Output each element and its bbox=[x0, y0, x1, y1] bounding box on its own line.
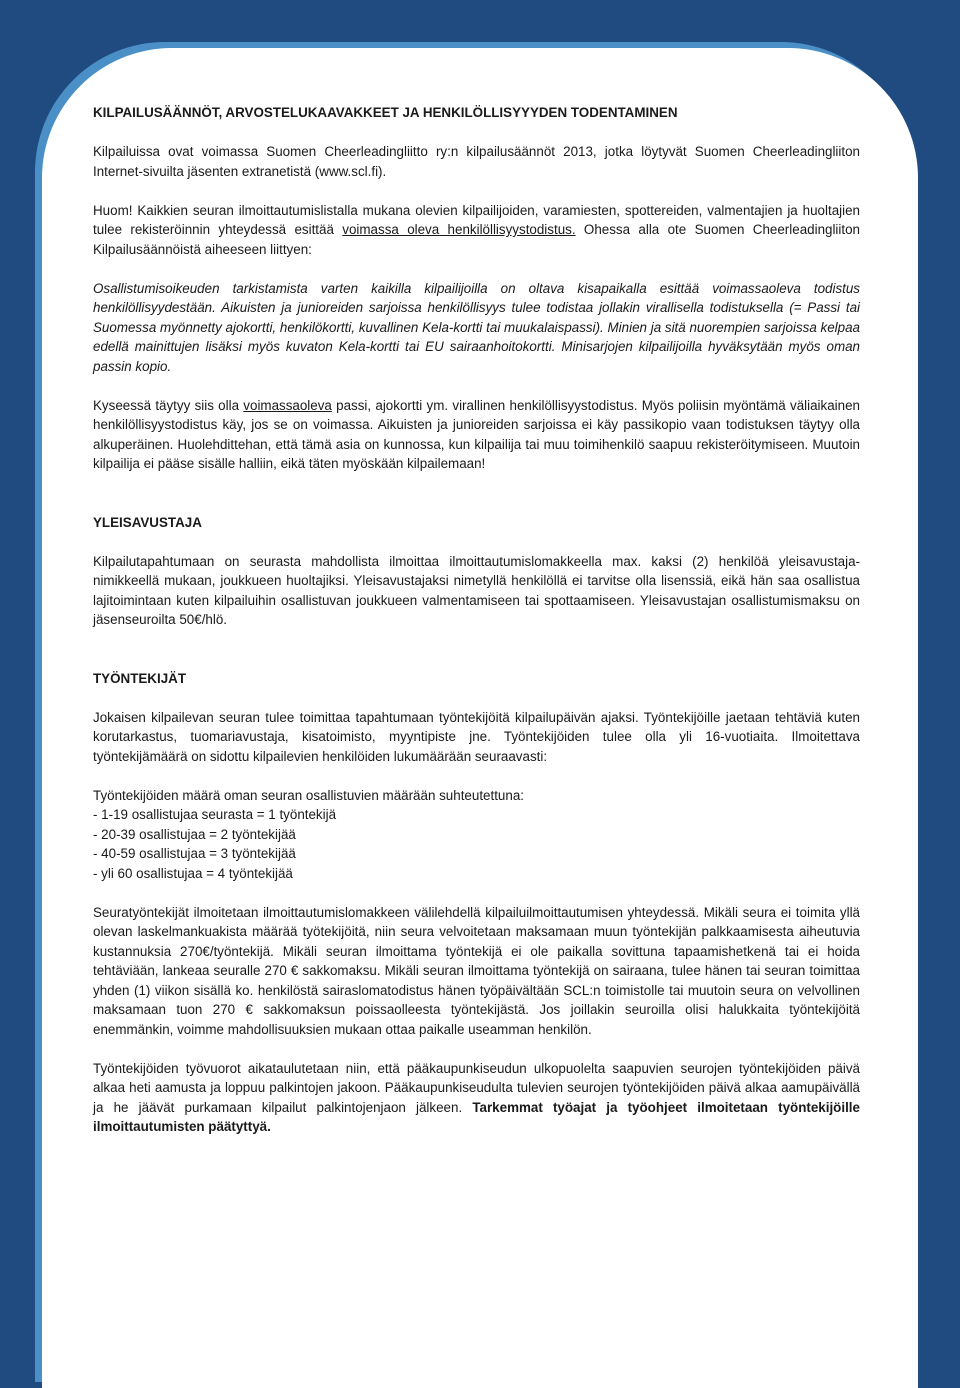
list-item: - 40-59 osallistujaa = 3 työntekijää bbox=[93, 846, 296, 861]
valid-id-text-a: Kyseessä täytyy siis olla bbox=[93, 397, 244, 413]
workers-list bbox=[93, 805, 860, 883]
section-heading-workers: TYÖNTEKIJÄT bbox=[93, 670, 186, 686]
shifts-bold-text: Tarkemmat työajat ja työohjeet ilmoitetaan työntekijöille ilmoittautumisten päätyttyä. bbox=[93, 1099, 860, 1134]
paragraph-workers-registration: Seuratyöntekijät ilmoitetaan ilmoittautumislomakkeen välilehdellä kilpailuilmoittautumisen yhteydessä. Mikäli seura ei toimita yllä olevan laskelmankuakista määrää työtekijöitä, niin seura velvoitetaan maksamaan muun työntekijän palkkaamisesta aiheutuvia kustannuksia 270€/työntekijä. Mikäli seuran ilmoittama työntekijä ei ole paikalla sovittuna tapaamishetkenä tai ei hoida tehtäviään, lankeaa seuralle 270 € sakkomaksu. Mikäli seuran ilmoittama työntekijä on sairaana, tulee hänen tai seuran toimittaa yhden (1) viikon sisällä ko. henkilöstä sairaslomatodistus hänen työpäivältään SCL:n toimistolle tai muutoin seura on velvollinen maksamaan tuon 270 € sakkomaksun poissaolleesta työntekijästä. Jos joillakin seuroilla olisi halukkaita työntekijöitä enemmänkin, voimme mahdollisuuksien mukaan ottaa paikalle useamman henkilön. bbox=[93, 904, 860, 1037]
section-heading-assistant: YLEISAVUSTAJA bbox=[93, 514, 202, 530]
paragraph-workers-intro: Jokaisen kilpailevan seuran tulee toimittaa tapahtumaan työntekijöitä kilpailupäivän ajaksi. Työntekijöille jaetaan tehtäviä kuten korutarkastus, tuomariavustaja, kisatoimisto, myyntipiste jne. Työntekijöiden tulee olla yli 16-vuotiaita. Ilmoitettava työntekijämäärä on sidottu kilpailevien henkilöiden lukumäärään seuraavasti: bbox=[93, 709, 860, 764]
paragraph-rules-quote: Osallistumisoikeuden tarkistamista varten kaikilla kilpailijoilla on oltava kisapaikalla esittää voimassaoleva todistus henkilöllisyydestään. Aikuisten ja junioreiden sarjoissa henkilöllisyys tulee todistaa jollakin virallisella todistuksella (= Passi tai Suomessa myönnetty ajokortti, henkilökortti, kuvallinen Kela-kortti tai muukalaispassi). Minien ja sitä nuorempien sarjoissa kelpaa edellä mainittujen lisäksi myös kuvaton Kela-kortti tai EU sairaanhoitokortti. Minisarjojen kilpailijoilla hyväksytään myös oman passin kopio. bbox=[93, 280, 860, 374]
workers-list-intro: Työntekijöiden määrä oman seuran osallistuvien määrään suhteutettuna: bbox=[93, 787, 524, 803]
shifts-text: Työntekijöiden työvuorot aikataulutetaan niin, että pääkaupunkiseudun ulkopuolelta saapuvien seurojen työntekijöiden päivä alkaa heti aamusta ja loppuu palkintojen jakoon. Pääkaupunkiseudulta tulevien seurojen työntekijöiden päivä alkaa aamupäivällä ja he jäävät purkamaan kilpailut palkintojenjaon jälkeen. bbox=[93, 1060, 860, 1115]
id-notice-underlined: voimassa oleva henkilöllisyystodistus. bbox=[342, 222, 576, 237]
paragraph-workers-shifts bbox=[93, 1059, 860, 1137]
valid-id-underlined: voimassaoleva bbox=[243, 397, 332, 413]
paragraph-rules-intro: Kilpailuissa ovat voimassa Suomen Cheerleadingliitto ry:n kilpailusäännöt 2013, jotka löytyvät Suomen Cheerleadingliiton Internet-sivuilta jäsenten extranetistä (www.scl.fi). bbox=[93, 144, 860, 179]
id-notice-text-a: Huom! Kaikkien seuran ilmoittautumislistalla mukana olevien kilpailijoiden, varamiesten, spottereiden, valmentajien ja huoltajien tulee rekisteröinnin yhteydessä esittää bbox=[93, 202, 860, 237]
document-content bbox=[93, 103, 860, 1137]
section-heading-rules: KILPAILUSÄÄNNÖT, ARVOSTELUKAAVAKKEET JA HENKILÖLLISYYYDEN TODENTAMINEN bbox=[93, 105, 678, 120]
list-item: - 20-39 osallistujaa = 2 työntekijää bbox=[93, 826, 296, 842]
paragraph-assistant: Kilpailutapahtumaan on seurasta mahdollista ilmoittaa ilmoittautumislomakkeella max. kaksi (2) henkilöä yleisavustaja-nimikkeellä mukaan, joukkueen huoltajiksi. Yleisavustajaksi nimetyllä henkilöllä ei tarvitse olla lisenssiä, eikä hän saa osallistua lajitoimintaan kuten kilpailuihin osallistuvan joukkueen valmentamiseen tai spottaamiseen. Yleisavustajan osallistumismaksu on jäsenseuroilta 50€/hlö. bbox=[93, 553, 860, 627]
list-item: - yli 60 osallistujaa = 4 työntekijää bbox=[93, 865, 293, 881]
list-item: - 1-19 osallistujaa seurasta = 1 työntekijä bbox=[93, 807, 337, 822]
valid-id-text-b: passi, ajokortti ym. virallinen henkilöllisyystodistus. Myös poliisin myöntämä väliaikainen henkilöllisyystodistus käy, jos se on voimassa. Aikuisten ja junioreiden sarjoissa ei käy passikopio vaan todistuksen täytyy olla alkuperäinen. Huolehdittehan, että tämä asia on kunnossa, kun kilpailija tai muu toimihenkilö saapuu rekisteröitymiseen. Muutoin kilpailija ei pääse sisälle halliin, eikä täten myöskään kilpailemaan! bbox=[93, 397, 860, 471]
id-notice-text-b: Ohessa alla ote Suomen Cheerleadingliiton Kilpailusäännöistä aiheeseen liittyen: bbox=[93, 222, 860, 257]
paragraph-valid-id bbox=[93, 396, 860, 474]
paragraph-id-notice bbox=[93, 201, 860, 260]
